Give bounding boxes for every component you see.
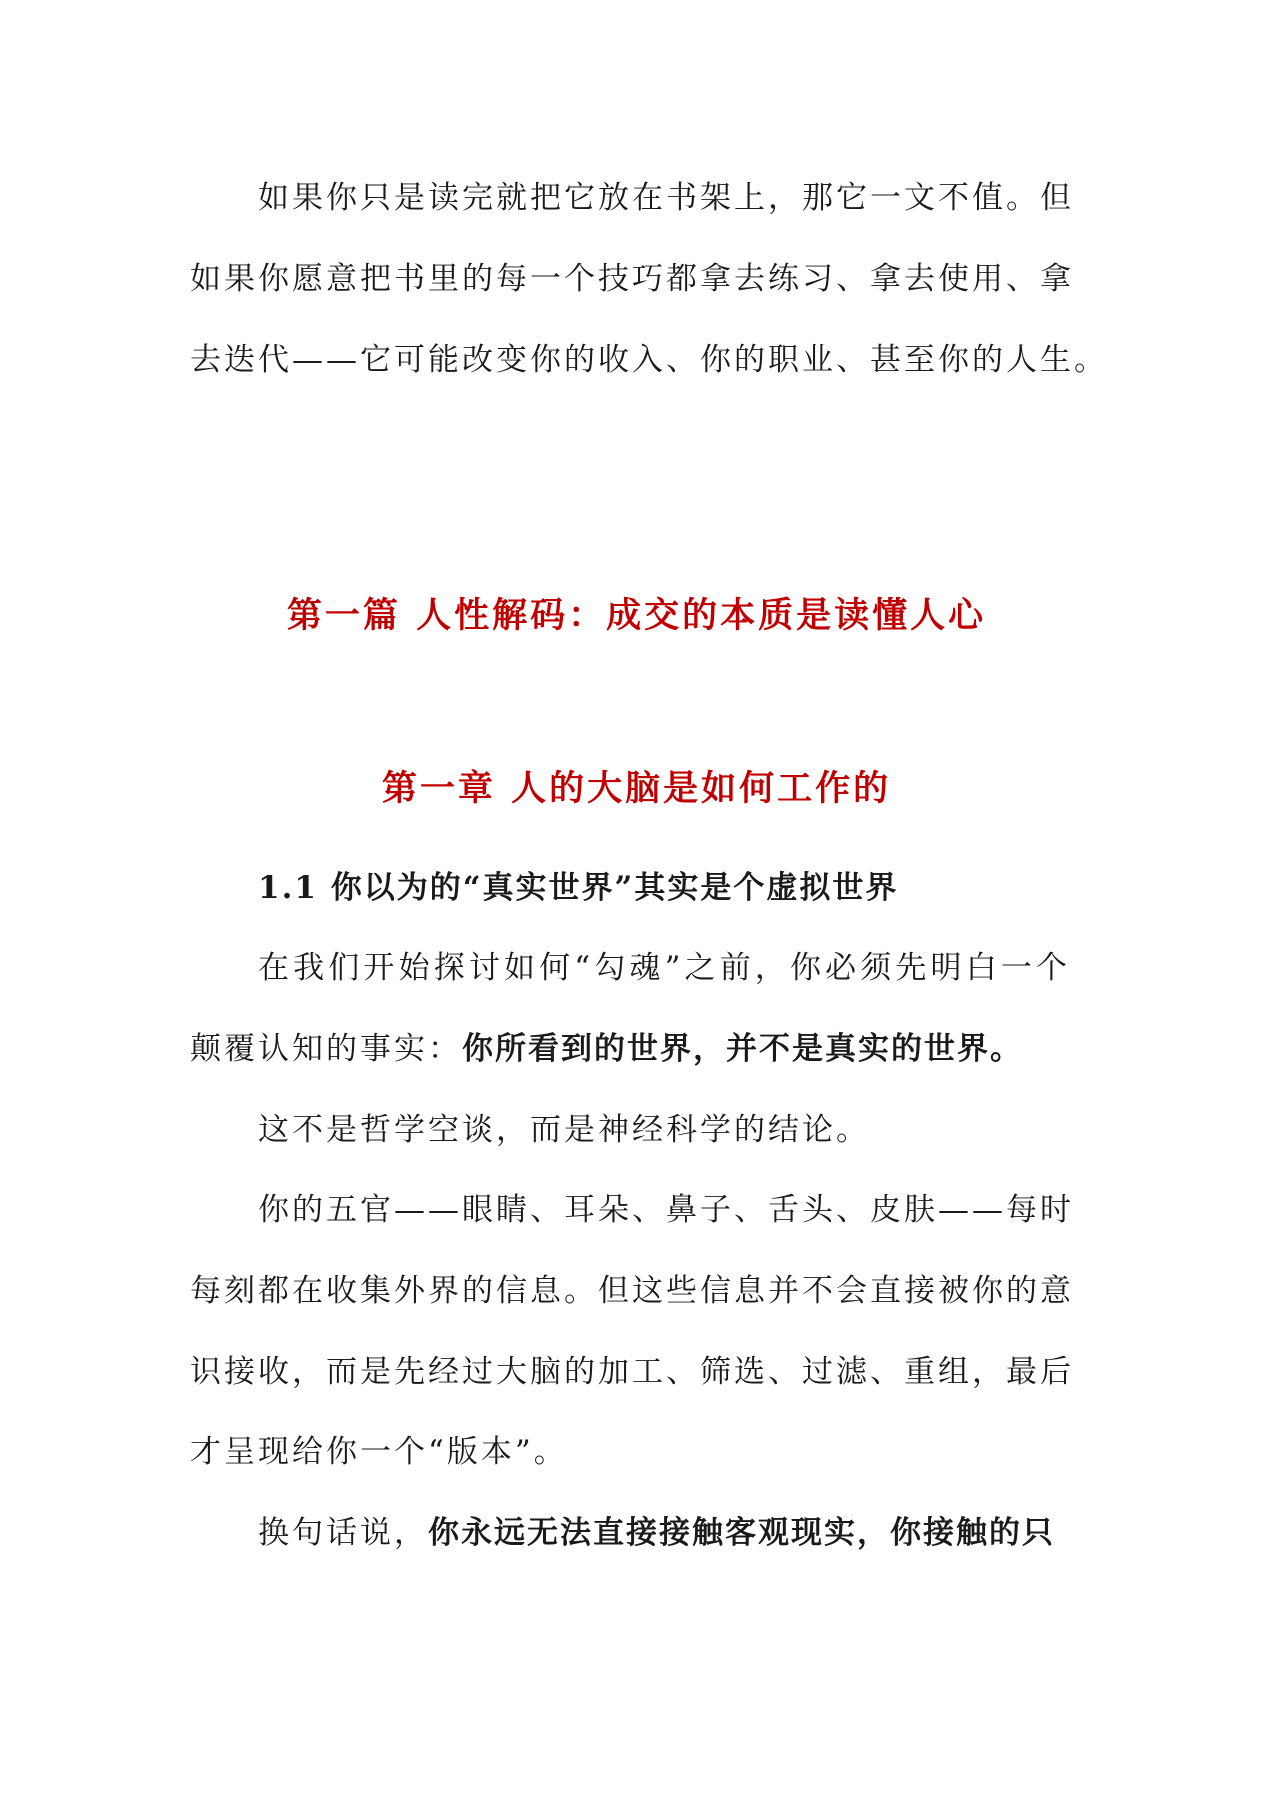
intro-line-1: 如果你只是读完就把它放在书架上，那它一文不值。但 (258, 180, 1074, 216)
intro-line-2: 如果你愿意把书里的每一个技巧都拿去练习、拿去使用、拿 (190, 261, 1074, 297)
para3-line-2: 每刻都在收集外界的信息。但这些信息并不会直接被你的意 (190, 1273, 1074, 1309)
chapter-title: 第一章 人的大脑是如何工作的 (381, 768, 892, 809)
intro-line-3: 去迭代——它可能改变你的收入、你的职业、甚至你的人生。 (190, 342, 1108, 378)
para4-key-statement: 你永远无法直接接触客观现实，你接触的只 (428, 1515, 1055, 1551)
para4-line-1 (258, 1513, 1070, 1553)
para3-line-3: 识接收，而是先经过大脑的加工、筛选、过滤、重组，最后 (190, 1354, 1074, 1390)
para1-line-2-normal: 颠覆认知的事实： (190, 1031, 462, 1067)
para3-line-4: 才呈现给你一个“版本”。 (190, 1434, 568, 1470)
para1-key-statement: 你所看到的世界，并不是真实的世界。 (462, 1031, 1023, 1067)
para1-line-2 (190, 1029, 1070, 1069)
part-title: 第一篇 人性解码：成交的本质是读懂人心 (286, 595, 987, 636)
para2-line-1: 这不是哲学空谈，而是神经科学的结论。 (258, 1112, 870, 1148)
para4-line-1-normal: 换句话说， (258, 1515, 428, 1551)
section-title: 1.1 你以为的“真实世界”其实是个虚拟世界 (258, 870, 899, 906)
para3-line-1: 你的五官——眼睛、耳朵、鼻子、舌头、皮肤——每时 (258, 1192, 1074, 1228)
para1-line-1: 在我们开始探讨如何“勾魂”之前，你必须先明白一个 (258, 950, 1070, 986)
